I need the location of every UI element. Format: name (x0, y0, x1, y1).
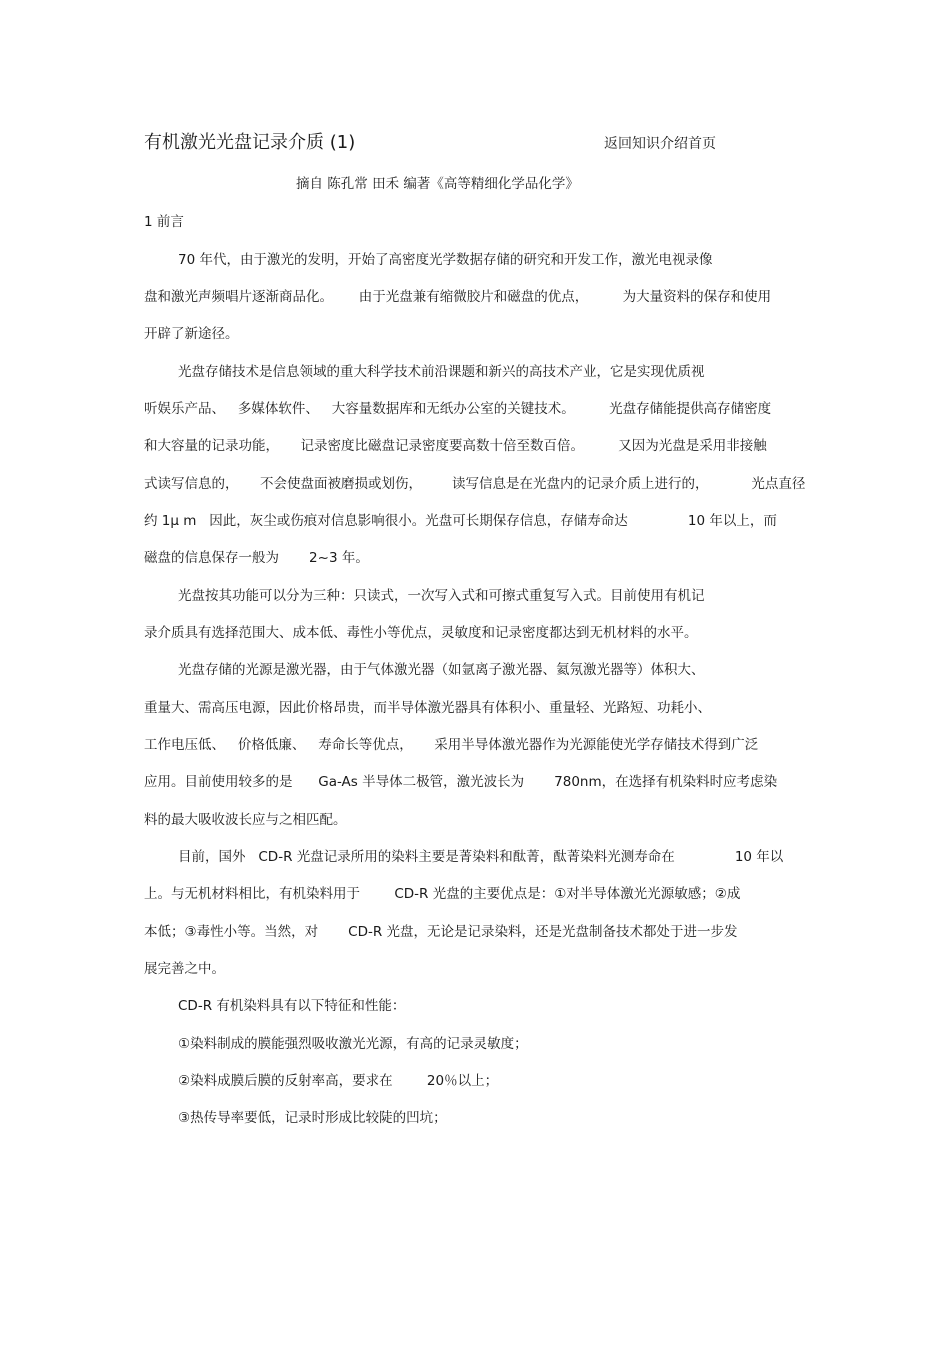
paragraph-line: 应用。目前使用较多的是 Ga-As 半导体二极管，激光波长为 780nm，在选择有机染料时应考虑染 (144, 774, 778, 790)
paragraph-line: CD-R 有机染料具有以下特征和性能： (178, 998, 406, 1014)
paragraph-line: 本低；③毒性小等。当然，对 CD-R 光盘，无论是记录染料，还是光盘制备技术都处于进一步发 (144, 924, 738, 940)
paragraph-line: 重量大、需高压电源，因此价格昂贵，而半导体激光器具有体积小、重量轻、光路短、功耗小、 (144, 700, 711, 716)
paragraph-line: 听娱乐产品、 多媒体软件、 大容量数据库和无纸办公室的关键技术。 光盘存储能提供高存储密度 (144, 401, 772, 417)
paragraph-line: 光盘按其功能可以分为三种：只读式，一次写入式和可擦式重复写入式。目前使用有机记 (178, 588, 705, 604)
paragraph-line: 式读写信息的， 不会使盘面被磨损或划伤， 读写信息是在光盘内的记录介质上进行的， 光点直径 (144, 476, 806, 492)
list-item: ①染料制成的膜能强烈吸收激光光源，有高的记录灵敏度； (178, 1036, 528, 1052)
paragraph-line: 料的最大吸收波长应与之相匹配。 (144, 812, 347, 828)
paragraph-line: 上。与无机材料相比，有机染料用于 CD-R 光盘的主要优点是：①对半导体激光光源敏感；②成 (144, 886, 741, 902)
paragraph-line: 工作电压低、 价格低廉、 寿命长等优点， 采用半导体激光器作为光源能使光学存储技术得到广泛 (144, 737, 759, 753)
paragraph-line: 磁盘的信息保存一般为 2~3 年。 (144, 550, 369, 566)
paragraph-line: 目前，国外 CD-R 光盘记录所用的染料主要是菁染料和酞菁，酞菁染料光测寿命在 10 年以 (178, 849, 784, 865)
paragraph-line: 录介质具有选择范围大、成本低、毒性小等优点，灵敏度和记录密度都达到无机材料的水平。 (144, 625, 698, 641)
title-row (144, 130, 764, 156)
paragraph-line: 光盘存储的光源是激光器，由于气体激光器（如氩离子激光器、氦氖激光器等）体积大、 (178, 662, 705, 678)
paragraph-line: 和大容量的记录功能， 记录密度比磁盘记录密度要高数十倍至数百倍。 又因为光盘是采用非接触 (144, 438, 767, 454)
paragraph-line: 约 1μ m 因此，灰尘或伤痕对信息影响很小。光盘可长期保存信息，存储寿命达 10 年以上，而 (144, 513, 777, 529)
paragraph-line: 展完善之中。 (144, 961, 225, 977)
paragraph-line: 光盘存储技术是信息领域的重大科学技术前沿课题和新兴的高技术产业，它是实现优质视 (178, 364, 705, 380)
page-title: 有机激光光盘记录介质 (1) (144, 132, 356, 153)
byline: 摘自 陈孔常 田禾 编著《高等精细化学品化学》 (296, 176, 579, 192)
list-item: ②染料成膜后膜的反射率高，要求在 20％以上； (178, 1073, 499, 1089)
list-item: ③热传导率要低，记录时形成比较陡的凹坑； (178, 1110, 447, 1126)
section-heading: 1 前言 (144, 214, 184, 230)
home-link[interactable]: 返回知识介绍首页 (604, 136, 716, 152)
paragraph-line: 盘和激光声频唱片逐渐商品化。 由于光盘兼有缩微胶片和磁盘的优点， 为大量资料的保存和使用 (144, 289, 772, 305)
paragraph-line: 开辟了新途径。 (144, 326, 239, 342)
paragraph-line: 70 年代，由于激光的发明，开始了高密度光学数据存储的研究和开发工作，激光电视录像 (178, 252, 713, 268)
